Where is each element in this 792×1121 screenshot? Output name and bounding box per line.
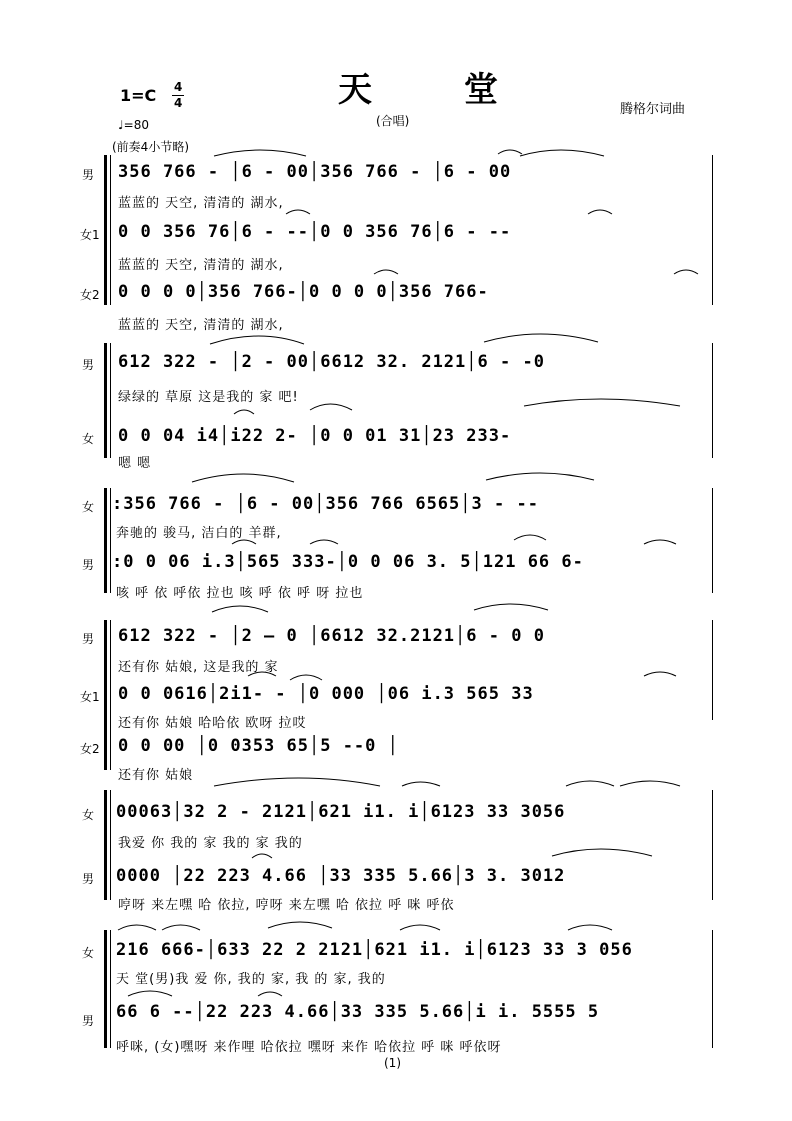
- slur: [252, 854, 272, 858]
- lyric-line: 绿绿的 草原 这是我的 家 吧!: [118, 390, 299, 405]
- slur: [566, 781, 614, 786]
- lyric-line: 呼咪, (女)嘿呀 来作哩 哈依拉 嘿呀 来作 哈依拉 呼 咪 呼依呀: [116, 1040, 502, 1055]
- notation-line: 216 666-│633 22 2 2121│621 i1. i│6123 33 3 056: [116, 940, 633, 960]
- voice-label: 男: [82, 358, 95, 372]
- slur: [212, 606, 268, 612]
- slur: [400, 925, 440, 930]
- slur: [310, 540, 338, 544]
- voice-label: 女2: [80, 288, 100, 302]
- voice-label: 男: [82, 1014, 95, 1028]
- slur: [232, 540, 256, 544]
- slur: [118, 925, 156, 930]
- notation-line: :0 0 06 i.3│565 333-│0 0 06 3. 5│121 66 6-: [112, 552, 584, 572]
- slur: [514, 535, 546, 540]
- slur: [210, 336, 304, 344]
- slur: [310, 404, 352, 410]
- slur: [644, 540, 676, 544]
- slur: [588, 210, 612, 214]
- voice-label: 男: [82, 558, 95, 572]
- notation-line: 612 322 - │2 - 00│6612 32. 2121│6 - -0: [118, 352, 545, 372]
- slur: [620, 781, 680, 786]
- notation-line: :356 766 - │6 - 00│356 766 6565│3 - --: [112, 494, 539, 514]
- slur: [520, 150, 604, 156]
- notation-line: 0000 │22 223 4.66 │33 335 5.66│3 3. 3012: [116, 866, 566, 886]
- notation-line: 0 0 0616│2i1- - │0 000 │06 i.3 565 33: [118, 684, 534, 704]
- notation-line: 356 766 - │6 - 00│356 766 - │6 - 00: [118, 162, 512, 182]
- lyric-line: 蓝蓝的 天空, 清清的 湖水,: [118, 196, 284, 211]
- slur: [484, 334, 598, 342]
- slur: [486, 473, 594, 480]
- notation-line: 612 322 - │2 — 0 │6612 32.2121│6 - 0 0: [118, 626, 545, 646]
- notation-line: 00063│32 2 - 2121│621 i1. i│6123 33 3056: [116, 802, 566, 822]
- slur: [674, 270, 698, 274]
- composer-credit: 腾格尔词曲: [620, 102, 686, 117]
- lyric-line: 还有你 姑娘, 这是我的 家: [118, 660, 279, 675]
- slur: [374, 270, 398, 274]
- lyric-line: 蓝蓝的 天空, 清清的 湖水,: [118, 318, 284, 333]
- voice-label: 女: [82, 946, 95, 960]
- voice-label: 女2: [80, 742, 100, 756]
- slur: [644, 672, 676, 676]
- slur: [552, 849, 652, 856]
- voice-label: 女1: [80, 690, 100, 704]
- voice-label: 女: [82, 432, 95, 446]
- time-signature-bottom: 4: [174, 96, 183, 110]
- lyric-line: 哼呀 来左嘿 哈 依拉, 哼呀 来左嘿 哈 依拉 呼 咪 呼依: [118, 898, 455, 913]
- slur: [498, 150, 522, 154]
- notation-line: 66 6 --│22 223 4.66│33 335 5.66│i i. 5555 5: [116, 1002, 600, 1022]
- slur: [568, 925, 612, 930]
- lyric-line: 还有你 姑娘 哈哈依 欧呀 拉哎: [118, 716, 307, 731]
- tempo-marking: ♩=80: [118, 118, 149, 132]
- lyric-line: 蓝蓝的 天空, 清清的 湖水,: [118, 258, 284, 273]
- slur: [290, 675, 322, 680]
- lyric-line: 我爱 你 我的 家 我的 家 我的: [118, 836, 303, 851]
- slur: [214, 778, 380, 786]
- notation-line: 0 0 356 76│6 - --│0 0 356 76│6 - --: [118, 222, 512, 242]
- intro-note: (前奏4小节略): [112, 140, 189, 154]
- lyric-line: 奔驰的 骏马, 洁白的 羊群,: [116, 526, 282, 541]
- time-signature-top: 4: [174, 80, 183, 94]
- slur: [474, 604, 548, 610]
- lyric-line: 天 堂(男)我 爱 你, 我的 家, 我 的 家, 我的: [116, 972, 386, 987]
- voice-label: 男: [82, 632, 95, 646]
- slur: [128, 991, 172, 996]
- slur: [192, 474, 294, 482]
- lyric-line: 咳 呼 依 呼依 拉也 咳 呼 依 呼 呀 拉也: [116, 586, 364, 601]
- subtitle: (合唱): [376, 114, 410, 128]
- slur: [402, 782, 440, 786]
- lyric-line: 还有你 姑娘: [118, 768, 194, 783]
- voice-label: 女1: [80, 228, 100, 242]
- voice-label: 男: [82, 168, 95, 182]
- slur: [162, 925, 200, 930]
- slur: [524, 399, 680, 406]
- key-signature: 1=C: [120, 86, 157, 105]
- lyric-line: 嗯 嗯: [118, 456, 152, 471]
- page-number: (1): [384, 1056, 401, 1070]
- slur: [214, 150, 306, 156]
- slur: [258, 992, 282, 996]
- voice-label: 男: [82, 872, 95, 886]
- voice-label: 女: [82, 808, 95, 822]
- voice-label: 女: [82, 500, 95, 514]
- slur: [234, 410, 254, 414]
- page-title: 天 堂: [338, 70, 538, 110]
- slur: [268, 922, 332, 928]
- notation-line: 0 0 04 i4│i22 2- │0 0 01 31│23 233-: [118, 426, 512, 446]
- slur: [286, 210, 310, 214]
- notation-line: 0 0 0 0│356 766-│0 0 0 0│356 766-: [118, 282, 489, 302]
- slur: [248, 672, 276, 676]
- notation-line: 0 0 00 │0 0353 65│5 --0 │: [118, 736, 399, 756]
